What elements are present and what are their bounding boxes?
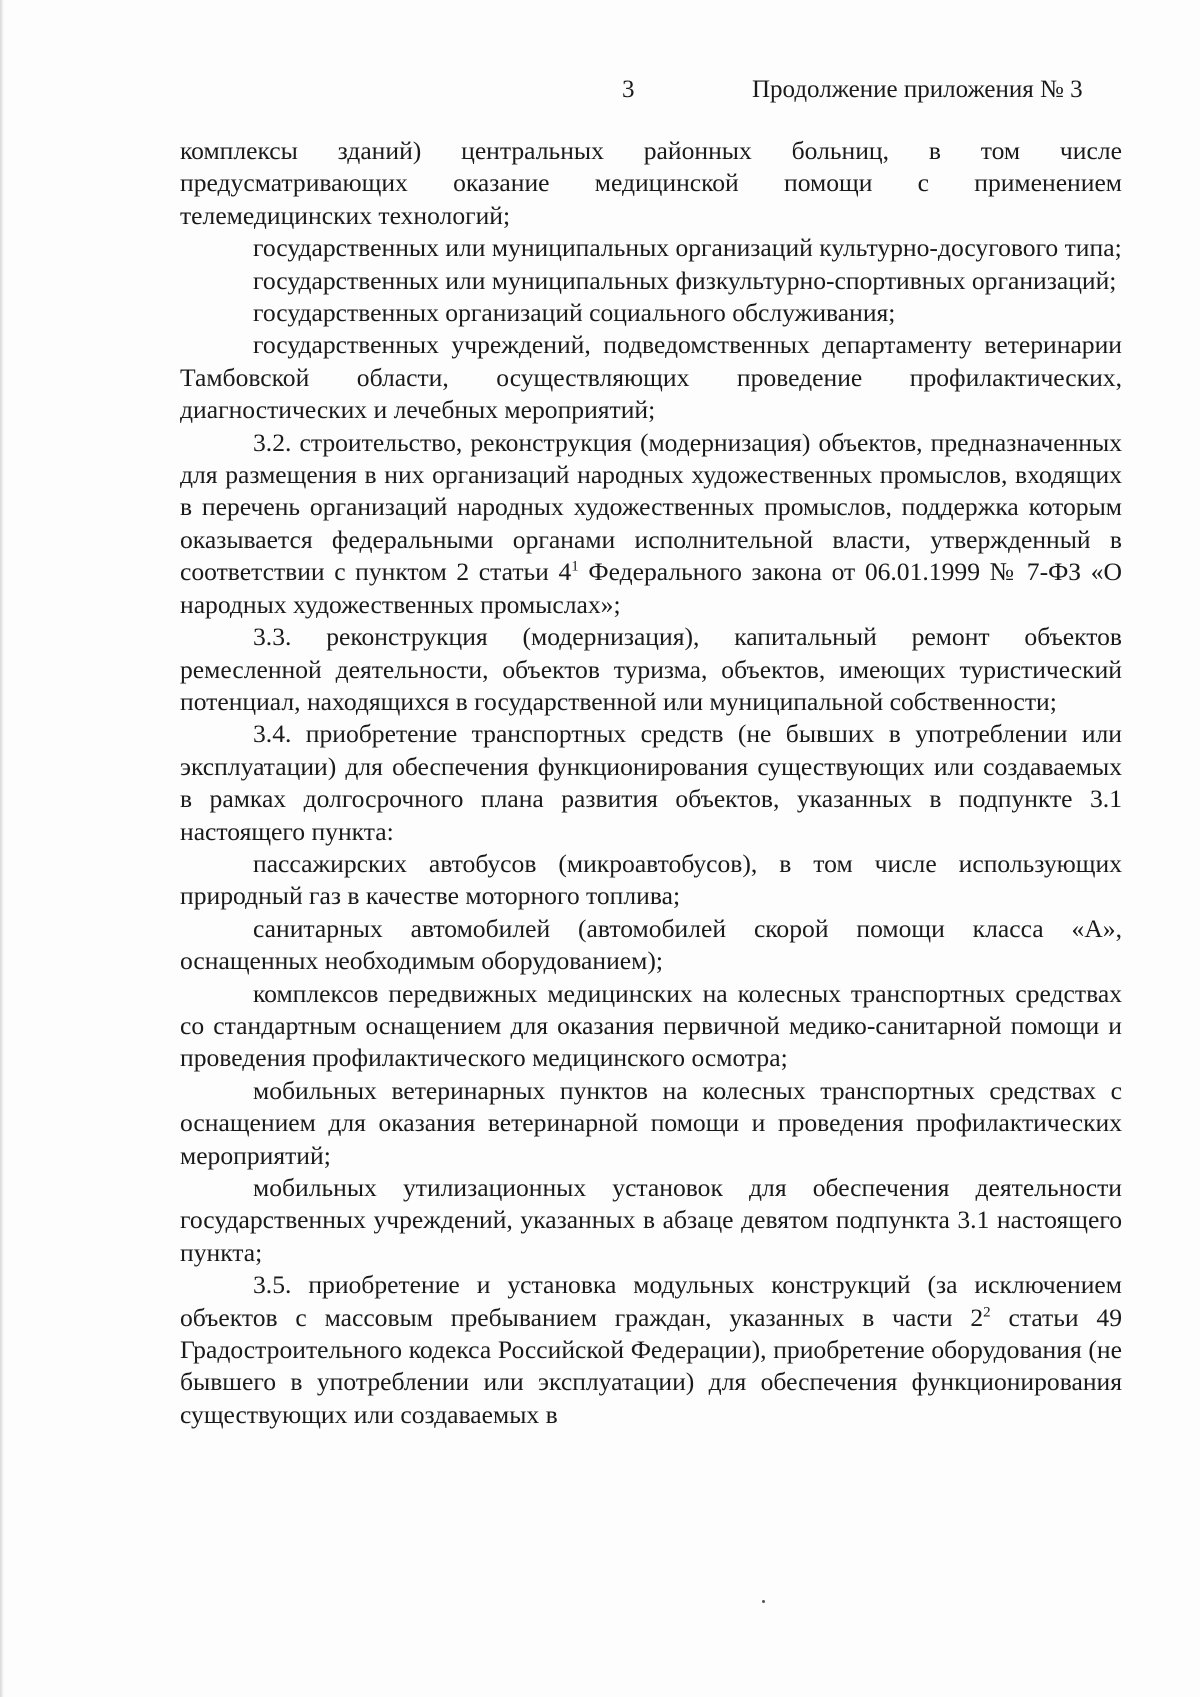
paragraph: государственных организаций социального обслуживания; [253, 298, 896, 328]
paragraph-text: статьи 49 Градостроительного кодекса Российской Федерации), приобретение оборудования (не бывшего в употреблении или эксплуатации) для обеспечения функционирования существующих или создаваемых в [180, 1302, 1122, 1429]
paragraph-text: 3.2. строительство, реконструкция (модернизация) объектов, предназначенных для размещения в них организаций народных художественных промыслов, входящих в перечень организаций народных художественных промыслов, поддержка которым оказывается федеральными органами исполнительной власти, утвержденный в соответствии с пунктом 2 статьи 4 [180, 427, 1122, 587]
superscript: 2 [983, 1304, 991, 1321]
page-number: 3 [622, 76, 635, 103]
paragraph: мобильных утилизационных установок для обеспечения деятельности государственных учреждений, указанных в абзаце девятом подпункта 3.1 настоящего пункта; [180, 1173, 1122, 1267]
paragraph: государственных учреждений, подведомственных департаменту ветеринарии Тамбовской области, осуществляющих проведение профилактических, диагностических и лечебных мероприятий; [180, 330, 1122, 425]
paragraph: комплексов передвижных медицинских на колесных транспортных средствах со стандартным оснащением для оказания первичной медико-санитарной помощи и проведения профилактического медицинского осмотра; [180, 978, 1122, 1073]
paragraph-3-5 [180, 1269, 1122, 1431]
paragraph: мобильных ветеринарных пунктов на колесных транспортных средствах с оснащением для оказания ветеринарной помощи и проведения профилактических мероприятий; [180, 1075, 1122, 1170]
page-header-title: Продолжение приложения № 3 [752, 76, 1083, 103]
paragraph-3-2 [180, 427, 1122, 621]
paragraph-text: 3.5. приобретение и установка модульных конструкций (за исключением объектов с массовым пребыванием граждан, указанных в части 2 [180, 1270, 1122, 1332]
paragraph-3-3: 3.3. реконструкция (модернизация), капитальный ремонт объектов ремесленной деятельности, объектов туризма, объектов, имеющих туристический потенциал, находящихся в государственной или муниципальной собственности; [180, 622, 1122, 716]
paragraph-text: Федерального закона от 06.01.1999 № 7-ФЗ «О народных художественных промыслах»; [180, 557, 1122, 619]
paragraph-3-4: 3.4. приобретение транспортных средств (не бывших в употреблении или эксплуатации) для обеспечения функционирования существующих или создаваемых в рамках долгосрочного плана развития объектов, указанных в подпункте 3.1 настоящего пункта: [180, 719, 1122, 846]
scan-edge [0, 0, 4, 1697]
superscript: 1 [571, 558, 579, 575]
paragraph: государственных или муниципальных организаций культурно-досугового типа; [253, 233, 1122, 263]
paragraph: санитарных автомобилей (автомобилей скорой помощи класса «А», оснащенных необходимым оборудованием); [180, 913, 1122, 976]
scan-artifact [762, 1600, 765, 1603]
document-body [180, 135, 1122, 1431]
paragraph: государственных или муниципальных физкультурно-спортивных организаций; [253, 265, 1117, 295]
paragraph: пассажирских автобусов (микроавтобусов), в том числе использующих природный газ в качестве моторного топлива; [180, 848, 1122, 911]
paragraph: комплексы зданий) центральных районных больниц, в том числе предусматривающих оказание медицинской помощи с применением телемедицинских технологий; [180, 136, 1122, 230]
